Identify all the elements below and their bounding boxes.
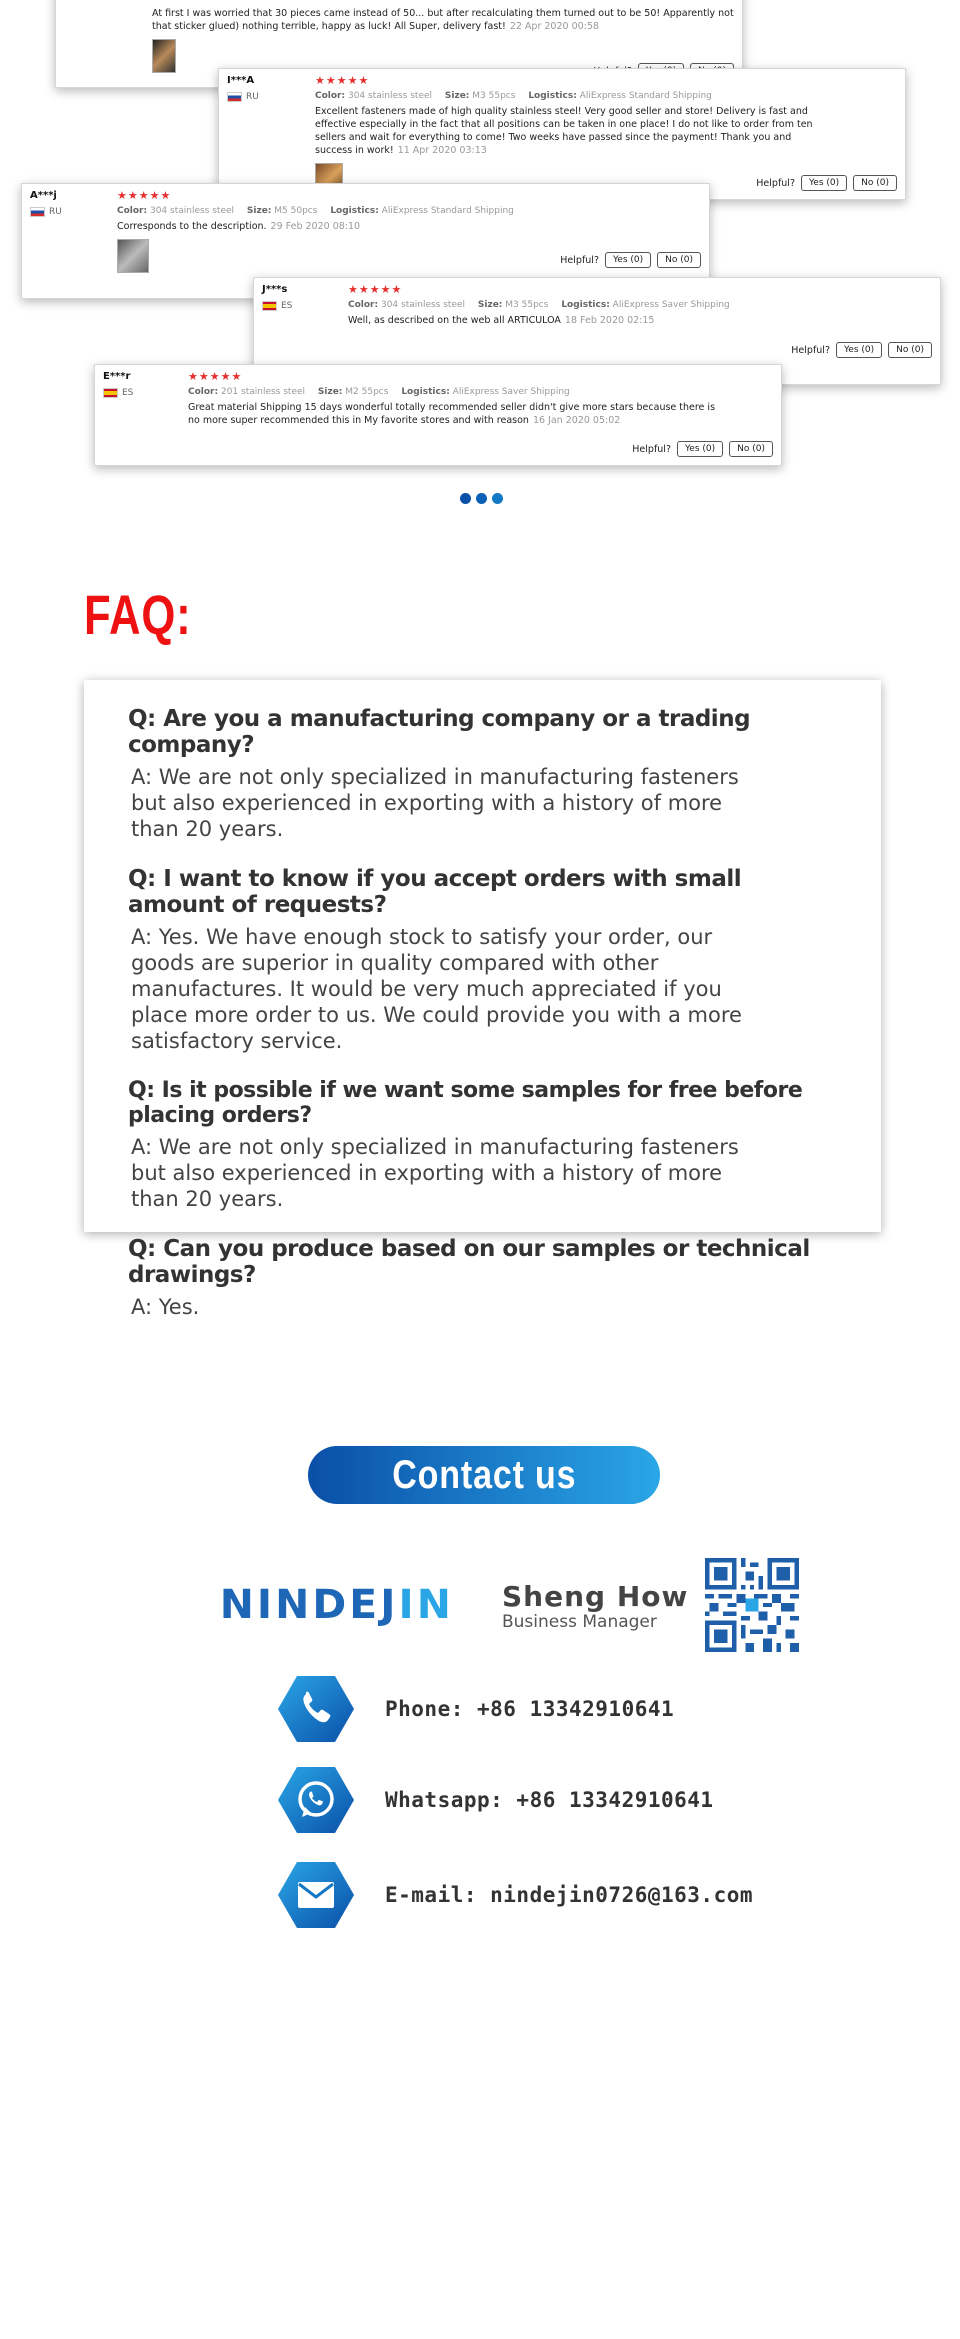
color-value: 304 stainless steel xyxy=(347,91,433,101)
manager-name: Sheng How xyxy=(502,1580,689,1613)
review-date: 18 Feb 2020 02:15 xyxy=(564,315,655,326)
faq-answer: A: Yes. xyxy=(131,1295,200,1319)
faq-title: FAQ: xyxy=(84,583,192,646)
color-label: Color: xyxy=(315,91,346,101)
star-rating: ★★★★★ xyxy=(348,283,403,296)
faq-item xyxy=(128,706,841,842)
color-label: Color: xyxy=(348,300,379,310)
review-meta xyxy=(117,206,701,216)
email-text[interactable]: E-mail: nindejin0726@163.com xyxy=(385,1883,754,1907)
color-label: Color: xyxy=(188,387,219,397)
mail-icon xyxy=(278,1862,354,1928)
size-value: M3 55pcs xyxy=(505,300,549,310)
whatsapp-row xyxy=(278,1767,714,1833)
manager-role: Business Manager xyxy=(502,1612,657,1632)
yes-button[interactable]: Yes (0) xyxy=(836,342,882,358)
star-rating: ★★★★★ xyxy=(117,189,172,202)
review-text: Excellent fasteners made of high quality stainless steel! Very good seller and store! Delivery is fast and effective especially in the fact that all positions can be taken in one place! I do not like to order from ten sellers and wait for everything to come! Two weeks have passed since the payment! Thank you and success in work! xyxy=(315,106,813,156)
logistics-label: Logistics: xyxy=(401,387,450,397)
qr-code[interactable] xyxy=(705,1558,799,1652)
spain-flag-icon xyxy=(262,301,277,311)
reviewer-country xyxy=(262,301,292,311)
logistics-label: Logistics: xyxy=(561,300,610,310)
carousel-dot[interactable] xyxy=(460,493,471,504)
faq-box xyxy=(84,680,881,1319)
size-label: Size: xyxy=(444,91,470,101)
logistics-value: AliExpress Standard Shipping xyxy=(381,206,514,216)
review-text: At first I was worried that 30 pieces came instead of 50... but after recalculating them turned out to be 50! Apparently not that sticker glued) nothing terrible, happy as luck! All Super, delivery fast! xyxy=(152,8,734,32)
carousel-dot[interactable] xyxy=(492,493,503,504)
brand-logo xyxy=(220,1582,454,1628)
color-value: 304 stainless steel xyxy=(380,300,466,310)
review-card xyxy=(218,68,906,200)
country-code: ES xyxy=(122,388,134,398)
russia-flag-icon xyxy=(227,92,242,102)
contact-us-label: Contact us xyxy=(391,1452,577,1497)
helpful-row xyxy=(632,441,773,457)
country-code: RU xyxy=(49,207,62,217)
faq-item xyxy=(128,866,841,1054)
reviewer-name: I***A xyxy=(227,75,255,86)
review-text: Well, as described on the web all ARTICULOA xyxy=(348,315,561,326)
helpful-row xyxy=(560,252,701,268)
yes-button[interactable]: Yes (0) xyxy=(605,252,651,268)
review-date: 22 Apr 2020 00:58 xyxy=(509,21,599,32)
review-date: 29 Feb 2020 08:10 xyxy=(270,221,361,232)
phone-row xyxy=(278,1676,674,1742)
review-date: 11 Apr 2020 03:13 xyxy=(397,145,487,156)
size-label: Size: xyxy=(477,300,503,310)
review-meta xyxy=(315,91,897,101)
logistics-value: AliExpress Standard Shipping xyxy=(579,91,712,101)
faq-answer: A: Yes. We have enough stock to satisfy your order, our goods are superior in quality compared with other manufactures. It would be very much appreciated if you place more order to us. We could provide you with a more satisfactory service. xyxy=(131,925,742,1053)
faq-item xyxy=(128,1078,841,1212)
reviewer-name: A***j xyxy=(30,190,57,201)
size-value: M2 55pcs xyxy=(345,387,389,397)
yes-button[interactable]: Yes (0) xyxy=(801,175,847,191)
size-label: Size: xyxy=(246,206,272,216)
helpful-row xyxy=(756,175,897,191)
review-date: 16 Jan 2020 05:02 xyxy=(532,415,621,426)
faq-question: Q: Can you produce based on our samples or technical drawings? xyxy=(128,1236,810,1288)
reviewer-name: E***r xyxy=(103,371,131,382)
no-button[interactable]: No (0) xyxy=(657,252,701,268)
logistics-label: Logistics: xyxy=(528,91,577,101)
no-button[interactable]: No (0) xyxy=(853,175,897,191)
star-rating: ★★★★★ xyxy=(188,370,243,383)
logo-text-accent: IN xyxy=(398,1582,454,1628)
review-photo[interactable] xyxy=(117,239,149,273)
logistics-label: Logistics: xyxy=(330,206,379,216)
yes-button[interactable]: Yes (0) xyxy=(677,441,723,457)
no-button[interactable]: No (0) xyxy=(888,342,932,358)
size-value: M3 55pcs xyxy=(472,91,516,101)
color-value: 201 stainless steel xyxy=(220,387,306,397)
helpful-row xyxy=(791,342,932,358)
email-row xyxy=(278,1862,753,1928)
phone-text[interactable]: Phone: +86 13342910641 xyxy=(385,1697,675,1721)
faq-question: Q: I want to know if you accept orders with small amount of requests? xyxy=(128,866,742,918)
contact-us-button[interactable] xyxy=(308,1446,660,1504)
reviewer-country xyxy=(227,92,259,102)
size-value: M5 50pcs xyxy=(274,206,318,216)
review-meta xyxy=(188,387,773,397)
reviewer-country xyxy=(103,388,133,398)
helpful-label: Helpful? xyxy=(560,254,599,266)
star-rating: ★★★★★ xyxy=(315,74,370,87)
review-meta xyxy=(348,300,932,310)
russia-flag-icon xyxy=(30,207,45,217)
carousel-dot[interactable] xyxy=(476,493,487,504)
faq-answer: A: We are not only specialized in manufacturing fasteners but also experienced in exporting with a history of more than 20 years. xyxy=(131,1135,739,1211)
color-value: 304 stainless steel xyxy=(149,206,235,216)
phone-icon xyxy=(278,1676,354,1742)
logistics-value: AliExpress Saver Shipping xyxy=(612,300,730,310)
size-label: Size: xyxy=(317,387,343,397)
whatsapp-text[interactable]: Whatsapp: +86 13342910641 xyxy=(385,1788,714,1812)
faq-question: Q: Are you a manufacturing company or a trading company? xyxy=(128,706,751,758)
helpful-label: Helpful? xyxy=(791,344,830,356)
review-text: Corresponds to the description. xyxy=(117,221,267,232)
review-text: Great material Shipping 15 days wonderful totally recommended seller didn't give more stars because there is no more super recommended this in My favorite stores and with reason xyxy=(188,402,716,426)
review-card xyxy=(94,364,782,466)
carousel-dots xyxy=(460,493,503,504)
logistics-value: AliExpress Saver Shipping xyxy=(452,387,570,397)
color-label: Color: xyxy=(117,206,148,216)
faq-item xyxy=(128,1236,841,1320)
faq-answer: A: We are not only specialized in manufacturing fasteners but also experienced in exporting with a history of more than 20 years. xyxy=(131,765,739,841)
helpful-label: Helpful? xyxy=(632,443,671,455)
country-code: ES xyxy=(281,301,293,311)
review-photo[interactable] xyxy=(152,39,176,73)
logo-text: NINDEJ xyxy=(219,1582,399,1628)
whatsapp-icon xyxy=(278,1767,354,1833)
helpful-label: Helpful? xyxy=(756,177,795,189)
reviewer-country xyxy=(30,207,62,217)
country-code: RU xyxy=(246,92,259,102)
no-button[interactable]: No (0) xyxy=(729,441,773,457)
reviewer-name: J***s xyxy=(262,284,288,295)
spain-flag-icon xyxy=(103,388,118,398)
faq-question: Q: Is it possible if we want some samples for free before placing orders? xyxy=(128,1078,803,1128)
